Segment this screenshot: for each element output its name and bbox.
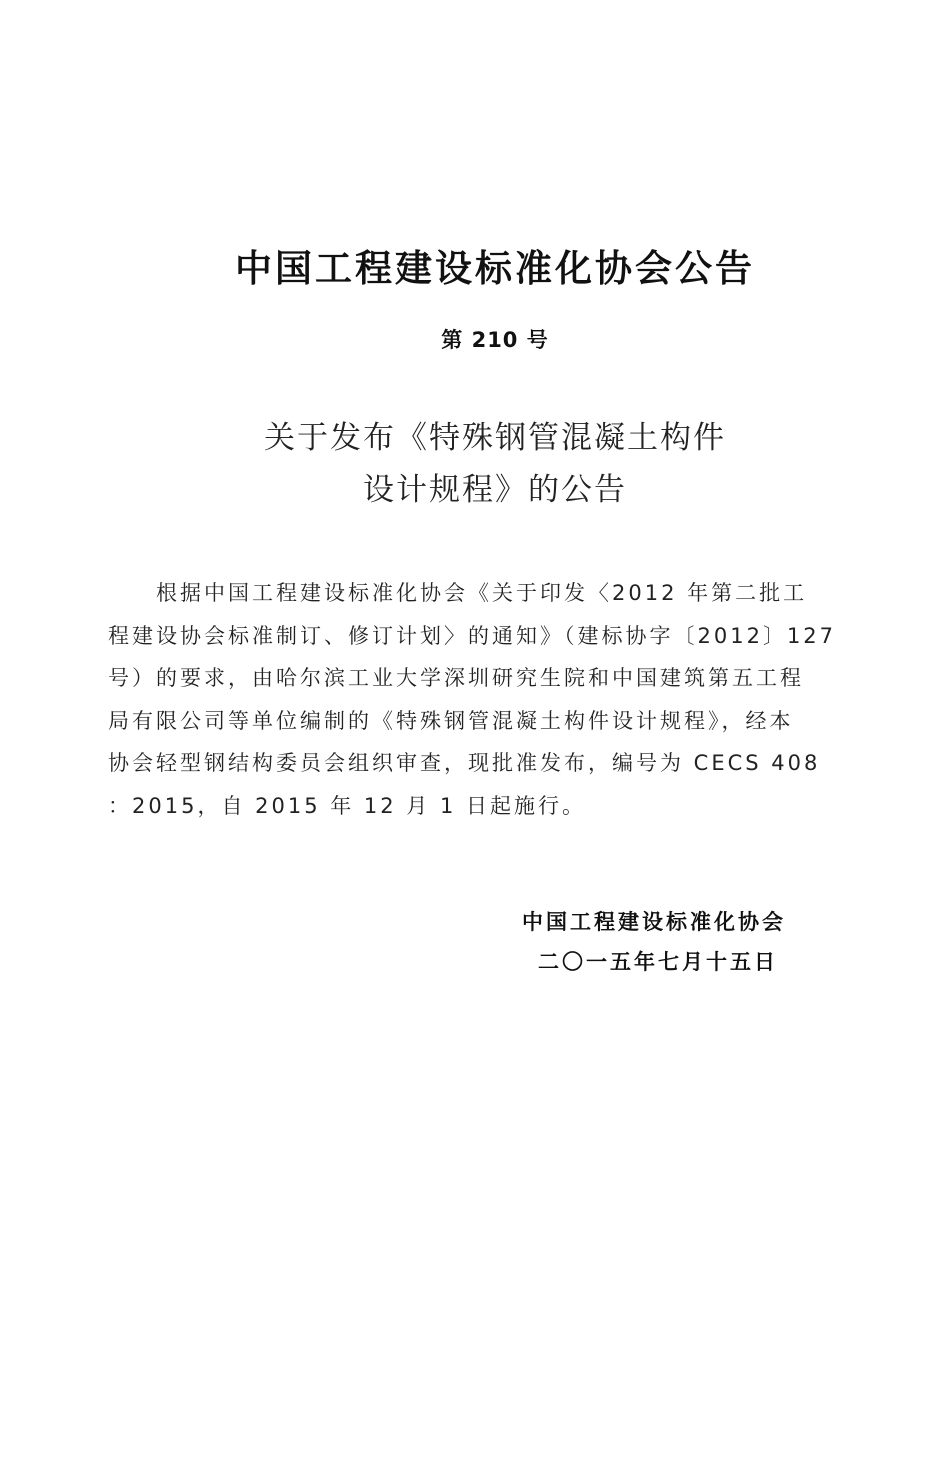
signature-date: 二〇一五年七月十五日	[538, 950, 778, 974]
announcement-number: 第 210 号	[441, 328, 549, 352]
signature-organization: 中国工程建设标准化协会	[522, 910, 786, 934]
subject-line-2: 设计规程》的公告	[363, 472, 627, 508]
announcement-body	[108, 572, 884, 827]
signature-block	[522, 902, 786, 982]
body-line: 号）的要求，由哈尔滨工业大学深圳研究生院和中国建筑第五工程	[108, 666, 804, 690]
body-line: 根据中国工程建设标准化协会《关于印发〈2012 年第二批工	[156, 581, 808, 605]
body-line: ：2015，自 2015 年 12 月 1 日起施行。	[108, 793, 587, 818]
subject-line-1: 关于发布《特殊钢管混凝土构件	[264, 420, 726, 456]
body-line: 协会轻型钢结构委员会组织审查，现批准发布，编号为 CECS 408	[108, 751, 821, 775]
announcement-subject	[0, 412, 950, 516]
body-line: 程建设协会标准制订、修订计划〉的通知》（建标协字〔2012〕127	[108, 623, 837, 648]
announcement-title: 中国工程建设标准化协会公告	[235, 247, 755, 290]
body-line: 局有限公司等单位编制的《特殊钢管混凝土构件设计规程》，经本	[108, 708, 794, 733]
